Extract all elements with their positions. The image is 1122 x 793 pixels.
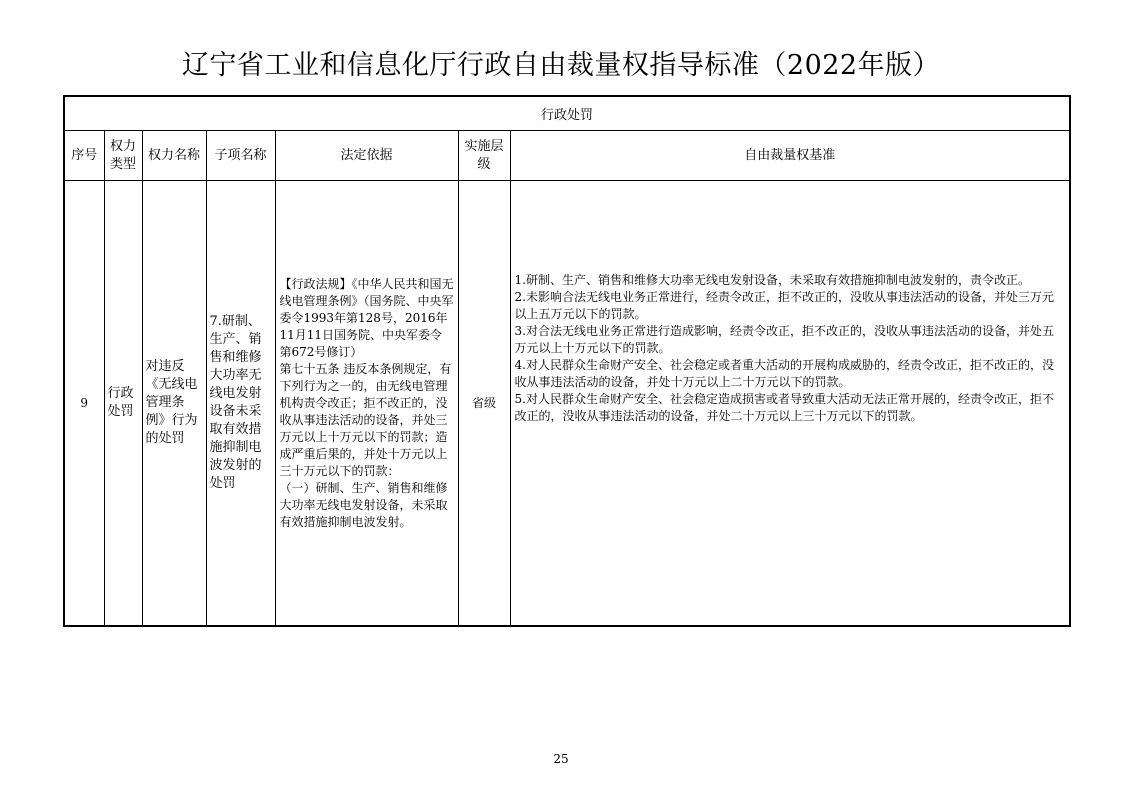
discretion-table [63, 95, 1071, 627]
document-title: 辽宁省工业和信息化厅行政自由裁量权指导标准（2022年版） [181, 50, 941, 81]
header-sub-item: 子项名称 [206, 131, 275, 181]
header-power-name: 权力名称 [142, 131, 206, 181]
standard-item: 1.研制、生产、销售和维修大功率无线电发射设备，未采取有效措施抑制电波发射的，责令改正。 [514, 272, 1030, 287]
header-power-type: 权力类型 [104, 131, 142, 181]
cell-standard [510, 181, 1070, 627]
page-number: 25 [553, 752, 569, 766]
legal-basis-clause: （一）研制、生产、销售和维修大功率无线电发射设备，未采取有效措施抑制电波发射。 [279, 480, 448, 529]
header-legal-basis: 法定依据 [275, 131, 458, 181]
cell-power-type: 行政处罚 [104, 181, 142, 627]
header-seq: 序号 [64, 131, 104, 181]
cell-sub-item: 7.研制、生产、销售和维修大功率无线电发射设备未采取有效措施抑制电波发射的处罚 [206, 181, 275, 627]
table-row [64, 181, 1070, 627]
section-header: 行政处罚 [64, 96, 1070, 131]
cell-seq: 9 [64, 181, 104, 627]
standard-item: 2.未影响合法无线电业务正常进行，经责令改正，拒不改正的，没收从事违法活动的设备，并处三万元以上五万元以下的罚款。 [514, 289, 1054, 321]
standard-item: 5.对人民群众生命财产安全、社会稳定造成损害或者导致重大活动无法正常开展的，经责令改正，拒不改正的，没收从事违法活动的设备，并处二十万元以上三十万元以下的罚款。 [514, 391, 1054, 423]
header-standard: 自由裁量权基准 [510, 131, 1070, 181]
legal-basis-article: 第七十五条 违反本条例规定，有下列行为之一的，由无线电管理机构责令改正；拒不改正的，没收从事违法活动的设备，并处三万元以上十万元以下的罚款；造成严重后果的，并处十万元以上三十万元以下的罚款： [279, 361, 452, 478]
standard-item: 3.对合法无线电业务正常进行造成影响，经责令改正，拒不改正的，没收从事违法活动的设备，并处五万元以上十万元以下的罚款。 [514, 323, 1054, 355]
legal-basis-source: 【行政法规】《中华人民共和国无线电管理条例》（国务院、中央军委令1993年第128号，2016年11月11日国务院、中央军委令第672号修订） [279, 276, 454, 359]
header-level: 实施层级 [458, 131, 510, 181]
cell-power-name: 对违反《无线电管理条例》行为的处罚 [142, 181, 206, 627]
standard-item: 4.对人民群众生命财产安全、社会稳定或者重大活动的开展构成威胁的，经责令改正，拒不改正的，没收从事违法活动的设备，并处十万元以上二十万元以下的罚款。 [514, 357, 1054, 389]
cell-level: 省级 [458, 181, 510, 627]
cell-legal-basis [275, 181, 458, 627]
